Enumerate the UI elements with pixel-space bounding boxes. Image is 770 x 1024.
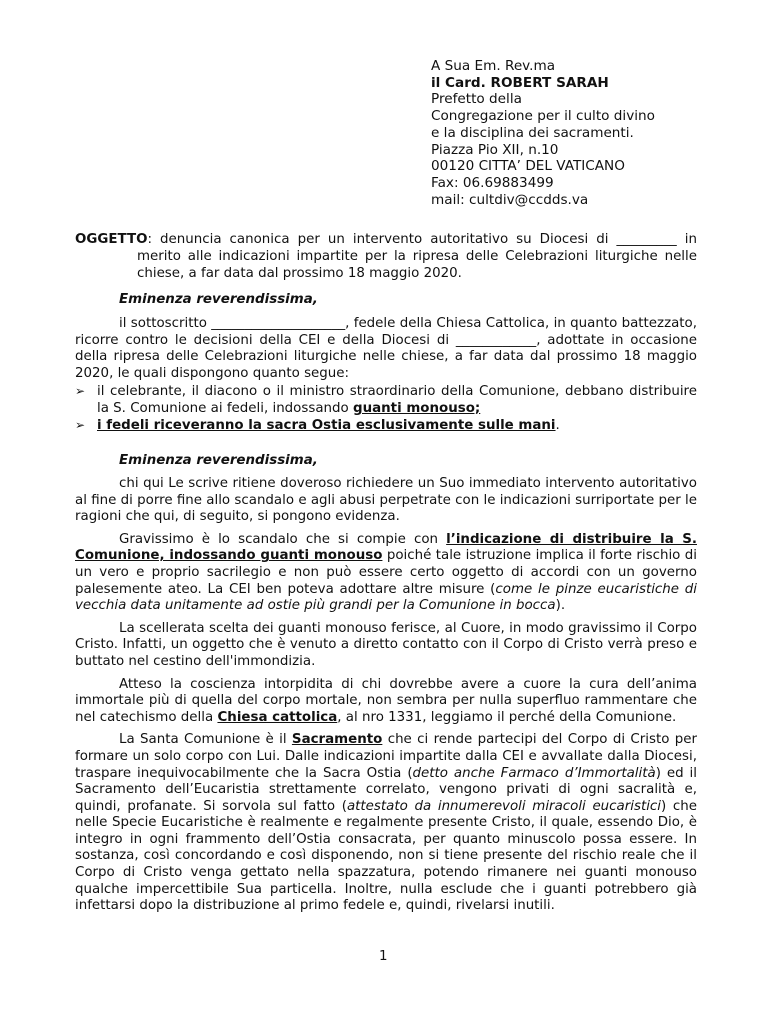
emphasis-text: guanti monouso; [352,401,481,416]
subject-first-line [75,231,697,248]
bullet-list [75,383,697,434]
body-section-main [75,476,697,915]
address-recipient-name: il Card. ROBERT SARAH [431,74,609,91]
address-line: 00120 CITTA’ DEL VATICANO [431,158,625,175]
paragraph: Gravissimo è lo scandalo che si compie con l’indicazione di distribuire la S. Comunione, indossando guanti monouso poiché tale istruzione implica il forte rischio di un vero e proprio sacrilegio e non può essere certo oggetto di accordi con un governo palesemente ateo. La CEI ben poteva adottare altre misure (come le pinze eucaristiche di vecchia data unitamente ad ostie più grandi per la Comunione in bocca). [75,531,697,614]
subject-text: : denuncia canonica per un intervento autoritativo su Diocesi di _________ in [147,232,697,247]
paragraph: chi qui Le scrive ritiene doveroso richiedere un Suo immediato intervento autoritativo al fine di porre fine allo scandalo e agli abusi perpetrate con le indicazioni surriportate per le ragioni che qui, di seguito, si pongono evidenza. [75,476,697,525]
emphasis-text: i fedeli riceveranno la sacra Ostia esclusivamente sulle mani [97,418,556,433]
paragraph: La Santa Comunione è il Sacramento che ci rende partecipi del Corpo di Cristo per formare un solo corpo con Lui. Dalle indicazioni impartite dalla CEI e avvallate dalla Diocesi, traspare inequivocabilmente che la Sacra Ostia (detto anche Farmaco d’Immortalità) ed il Sacramento dell’Eucaristia strettamente correlato, vengono privati di ogni sacralità e, quindi, profanate. Si sorvola sul fatto (attestato da innumerevoli miracoli eucaristici) che nelle Specie Eucaristiche è realmente e regalmente presente Cristo, il quale, essendo Dio, è integro in ogni frammento dell’Ostia consacrata, per quanto minuscolo possa essere. In sostanza, così concordando e così disponendo, non si tiene presente del rischio reale che il Corpo di Cristo venga gettato nella spazzatura, potendo rimanere nei guanti monouso qualche impercettibile Sua particella. Inoltre, nulla esclude che i guanti potrebbero già infettarsi dopo la distribuzione al primo fedele e, quindi, rivelarsi inutili. [75,732,697,914]
list-item: ➢ il celebrante, il diacono o il ministro straordinario della Comunione, debbano distribuire la S. Comunione ai fedeli, indossando guanti monouso; [75,384,697,416]
paragraph: Atteso la coscienza intorpidita di chi dovrebbe avere a cuore la cura dell’anima immortale più di quella del corpo mortale, non sembra per nulla superfluo rammentare che nel catechismo della Chiesa cattolica, al nro 1331, leggiamo il perché della Comunione. [75,676,697,725]
address-line: A Sua Em. Rev.ma [431,58,556,74]
arrow-bullet-icon: ➢ [75,418,86,432]
salutation: Eminenza reverendissima, [119,453,318,468]
body-section-intro [75,316,697,382]
emphasis-text: Chiesa cattolica [217,709,338,725]
address-line: Congregazione per il culto divino [431,108,655,125]
address-fax: Fax: 06.69883499 [431,174,554,191]
emphasis-text: l’indicazione di distribuire la S. Comunione, indossando guanti monouso [75,531,697,564]
address-line: Prefetto della [431,91,522,108]
address-line: e la disciplina dei sacramenti. [431,124,634,141]
page-number: 1 [379,949,388,964]
emphasis-text: Sacramento [291,732,383,748]
salutation: Eminenza reverendissima, [119,292,318,307]
arrow-bullet-icon: ➢ [75,384,86,398]
address-email: mail: cultdiv@ccdds.va [431,191,589,208]
address-line: Piazza Pio XII, n.10 [431,141,559,158]
subject-continuation: merito alle indicazioni impartite per la ripresa delle Celebrazioni liturgiche nelle chiese, a far data dal prossimo 18 maggio 2020. [137,249,697,281]
list-item: ➢ i fedeli riceveranno la sacra Ostia esclusivamente sulle mani. [75,418,560,433]
paragraph: il sottoscritto ____________________, fedele della Chiesa Cattolica, in quanto battezzato, ricorre contro le decisioni della CEI e della Diocesi di ____________, adottate in occasione della ripresa delle Celebrazioni liturgiche nelle chiese, a far data dal prossimo 18 maggio 2020, le quali dispongono quanto segue: [75,316,697,381]
subject-label: OGGETTO [75,232,148,247]
recipient-address-block [431,58,655,208]
paragraph: La scellerata scelta dei guanti monouso ferisce, al Cuore, in modo gravissimo il Corpo Cristo. Infatti, un oggetto che è venuto a diretto contatto con il Corpo di Cristo verrà preso e buttato nel cestino dell'immondizia. [75,620,697,669]
subject-block [75,231,697,282]
